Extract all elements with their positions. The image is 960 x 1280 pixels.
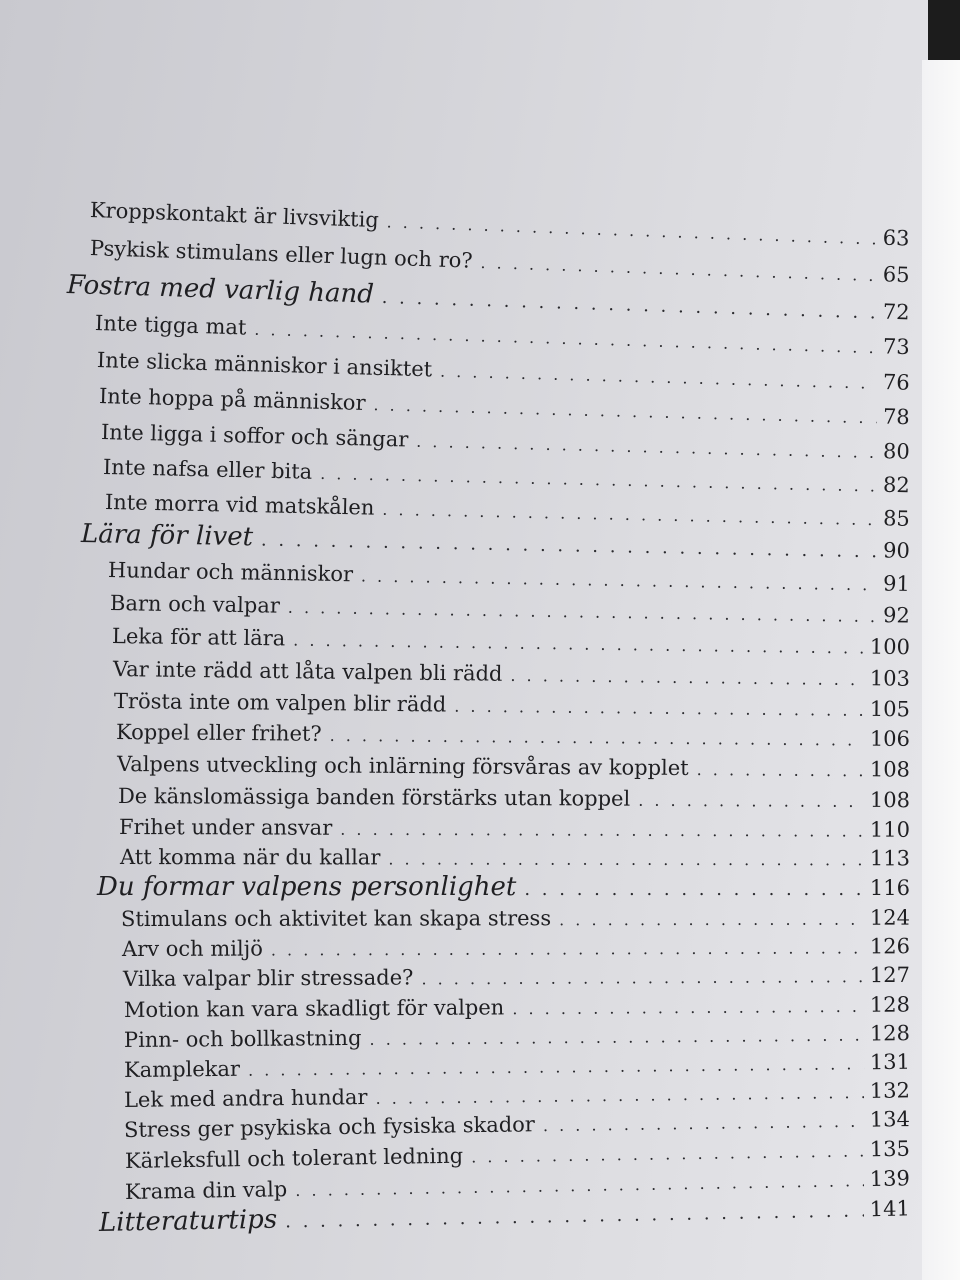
dot-leader xyxy=(288,598,878,626)
toc-entry xyxy=(110,591,910,628)
toc-entry-title: Vilka valpar blir stressade? xyxy=(122,965,414,991)
toc-entry-title: Arv och miljö xyxy=(121,936,263,961)
dot-leader xyxy=(471,1141,864,1166)
toc-entry-page: 127 xyxy=(869,962,911,988)
toc-entry-page: 91 xyxy=(882,571,911,596)
toc-entry xyxy=(124,1021,910,1052)
toc-entry-page: 135 xyxy=(869,1136,911,1162)
toc-entry-page: 128 xyxy=(869,992,911,1017)
toc-entry xyxy=(114,689,910,721)
toc-entry-title: Hundar och människor xyxy=(107,558,354,587)
toc-entry-page: 116 xyxy=(869,876,910,900)
toc-entry xyxy=(124,1078,910,1112)
dot-leader xyxy=(386,212,877,248)
toc-entry xyxy=(121,906,910,931)
toc-entry-title: Stress ger psykiska och fysiska skador xyxy=(123,1112,536,1142)
toc-entry-page: 92 xyxy=(882,603,911,628)
toc-entry-page: 100 xyxy=(869,634,911,660)
toc-entry-page: 108 xyxy=(869,757,911,782)
dot-leader xyxy=(373,395,877,427)
page-edge xyxy=(922,60,960,1280)
toc-entry-title: Lära för livet xyxy=(80,519,254,553)
toc-entry-page: 63 xyxy=(882,225,910,251)
toc-entry-title: Psykisk stimulans eller lugn och ro? xyxy=(89,236,474,273)
dot-leader xyxy=(638,791,864,811)
toc-entry-page: 110 xyxy=(869,817,911,842)
toc-entry-page: 134 xyxy=(869,1107,911,1132)
toc-entry xyxy=(120,845,910,870)
toc-entry-title: Kamplekar xyxy=(123,1056,241,1082)
dot-leader xyxy=(271,938,864,959)
dot-leader xyxy=(330,726,864,750)
toc-entry-page: 90 xyxy=(882,538,911,563)
dot-leader xyxy=(361,566,877,594)
dot-leader xyxy=(369,1026,864,1049)
toc-entry-page: 73 xyxy=(882,334,910,360)
toc-entry-title: Kroppskontakt är livsviktig xyxy=(89,198,380,233)
toc-entry-title: Stimulans och aktivitet kan skapa stress xyxy=(120,906,552,931)
toc-entry xyxy=(124,1050,910,1082)
dot-leader xyxy=(421,967,864,988)
toc-entry-title: Var inte rädd att låta valpen bli rädd xyxy=(112,657,503,686)
dot-leader xyxy=(340,820,864,841)
toc-entry xyxy=(124,1107,910,1142)
toc-entry xyxy=(113,657,910,691)
toc-entry-title: Inte tigga mat xyxy=(94,311,247,340)
dot-leader xyxy=(454,697,864,720)
toc-entry-title: Inte hoppa på människor xyxy=(98,384,366,415)
toc-entry-page: 105 xyxy=(869,696,911,722)
toc-entry-title: Motion kan vara skadligt för valpen xyxy=(123,995,505,1022)
toc-entry xyxy=(112,624,910,659)
toc-entry-page: 65 xyxy=(882,262,910,288)
toc-entry-page: 108 xyxy=(869,787,911,813)
toc-entry xyxy=(103,455,910,497)
toc-entry-title: Kärleksfull och tolerant ledning xyxy=(124,1143,464,1173)
toc-entry-title: Pinn- och bollkastning xyxy=(123,1025,362,1052)
dot-leader xyxy=(512,997,864,1018)
toc-entry xyxy=(123,963,910,991)
dot-leader xyxy=(416,432,877,462)
toc-entry-title: Frihet under ansvar xyxy=(118,815,333,840)
toc-entry-title: Inte slicka människor i ansiktet xyxy=(96,348,433,382)
dot-leader xyxy=(524,879,864,900)
toc-entry-page: 85 xyxy=(882,506,911,531)
toc-entry-title: Litteraturtips xyxy=(98,1204,278,1238)
toc-entry-page: 124 xyxy=(869,905,911,930)
toc-entry xyxy=(119,815,910,842)
toc-entry-page: 82 xyxy=(882,472,911,498)
toc-entry-title: Barn och valpar xyxy=(109,591,281,618)
dot-leader xyxy=(375,1083,864,1108)
toc-entry-page: 139 xyxy=(869,1166,911,1191)
dot-leader xyxy=(254,320,877,357)
toc-entry-title: Lek med andra hundar xyxy=(123,1085,368,1112)
dot-leader xyxy=(440,362,877,393)
toc-entry xyxy=(117,752,910,782)
toc-entry-page: 132 xyxy=(869,1078,911,1103)
toc-entry xyxy=(116,720,910,751)
toc-entry-page: 131 xyxy=(869,1049,911,1075)
toc-entry-title: Inte ligga i soffor och sängar xyxy=(100,420,409,452)
toc-entry-title: Valpens utveckling och inlärning försvåras av kopplet xyxy=(116,752,689,780)
toc-entry-title: De känslomässiga banden förstärks utan koppel xyxy=(117,784,631,811)
toc-entry-page: 76 xyxy=(882,369,911,395)
toc-entry-title: Inte nafsa eller bita xyxy=(102,455,313,484)
toc-entry-title: Trösta inte om valpen blir rädd xyxy=(113,689,447,717)
dot-leader xyxy=(510,666,864,689)
toc-entry-title: Inte morra vid matskålen xyxy=(104,490,375,520)
dot-leader xyxy=(697,760,864,780)
dot-leader xyxy=(480,253,877,285)
dot-leader xyxy=(382,500,877,529)
toc-entry xyxy=(108,558,910,596)
toc-entry xyxy=(122,934,910,961)
toc-chapter-entry xyxy=(97,872,910,902)
dot-leader xyxy=(320,464,877,496)
toc-entry xyxy=(118,784,910,812)
toc-entry-title: Du formar valpens personlighet xyxy=(97,872,517,902)
toc-entry-page: 72 xyxy=(882,299,910,325)
dot-leader xyxy=(285,1200,864,1232)
toc-entry-page: 80 xyxy=(882,439,911,464)
dot-leader xyxy=(388,849,864,869)
dot-leader xyxy=(261,529,877,562)
dot-leader xyxy=(543,1112,864,1135)
dot-leader xyxy=(248,1054,864,1079)
toc-entry-page: 126 xyxy=(869,934,911,959)
toc-entry-page: 141 xyxy=(869,1196,911,1222)
toc-entry-title: Leka för att lära xyxy=(111,624,286,651)
dot-leader xyxy=(381,287,877,324)
toc-entry-title: Krama din valp xyxy=(124,1177,288,1204)
toc-entry-title: Koppel eller frihet? xyxy=(115,720,322,746)
toc-entry-page: 106 xyxy=(869,726,911,751)
toc-entry-title: Att komma när du kallar xyxy=(119,845,381,870)
toc-entry-page: 128 xyxy=(869,1021,911,1046)
toc-entry-page: 78 xyxy=(882,404,911,430)
toc-entry-page: 103 xyxy=(869,666,911,691)
dot-leader xyxy=(559,910,864,930)
toc-entry xyxy=(124,993,910,1022)
toc-entry-title: Fostra med varlig hand xyxy=(66,270,375,310)
toc-entry-page: 113 xyxy=(869,846,911,871)
dot-leader xyxy=(293,631,864,658)
